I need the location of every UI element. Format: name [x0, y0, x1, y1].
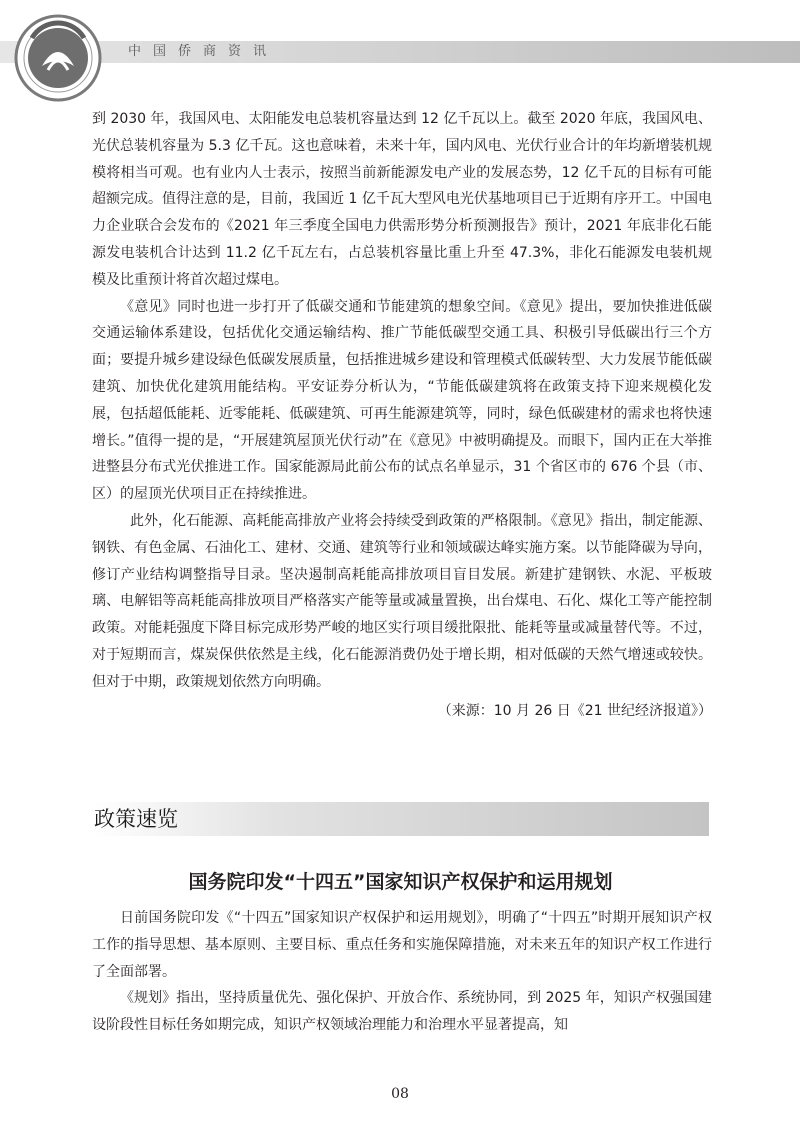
main-content [92, 106, 712, 725]
organization-logo [8, 8, 108, 108]
article-body [92, 905, 712, 1039]
article-paragraph-1: 日前国务院印发《“十四五”国家知识产权保护和运用规划》，明确了“十四五”时期开展知识产权工作的指导思想、基本原则、主要目标、重点任务和实施保障措施，对未来五年的知识产权工作进行了全面部署。 [92, 910, 712, 980]
header-bar [0, 41, 800, 63]
paragraph-1: 到 2030 年，我国风电、太阳能发电总装机容量达到 12 亿千瓦以上。截至 2020 年底，我国风电、光伏总装机容量为 5.3 亿千瓦。这也意味着，未来十年，国内风电、光伏行业合计的年均新增装机规模将相当可观。也有业内人士表示，按照当前新能源发电产业的发展态势，12 亿千瓦的目标有可能超额完成。值得注意的是，目前，我国近 1 亿千瓦大型风电光伏基地项目已于近期有序开工。中国电力企业联合会发布的《2021 年三季度全国电力供需形势分析预测报告》预计，2021 年底非化石能源发电装机合计达到 11.2 亿千瓦左右，占总装机容量比重上升至 47.3%，非化石能源发电装机规模及比重预计将首次超过煤电。 [92, 111, 712, 288]
article-paragraph-2: 《规划》指出，坚持质量优先、强化保护、开放合作、系统协同，到 2025 年，知识产权强国建设阶段性目标任务如期完成，知识产权领域治理能力和治理水平显著提高，知 [92, 990, 712, 1034]
article-title: 国务院印发“十四五”国家知识产权保护和运用规划 [188, 871, 613, 893]
header-title: 中国侨商资讯 [128, 44, 279, 59]
section-title: 政策速览 [94, 807, 178, 831]
source-citation: （来源：10 月 26 日《21 世纪经济报道》） [437, 702, 712, 719]
section-header-bar [92, 802, 709, 836]
page-number: 08 [391, 1086, 409, 1102]
paragraph-2: 《意见》同时也进一步打开了低碳交通和节能建筑的想象空间。《意见》提出，要加快推进低碳交通运输体系建设，包括优化交通运输结构、推广节能低碳型交通工具、积极引导低碳出行三个方面；要提升城乡建设绿色低碳发展质量，包括推进城乡建设和管理模式低碳转型、大力发展节能低碳建筑、加快优化建筑用能结构。平安证券分析认为，“节能低碳建筑将在政策支持下迎来规模化发展，包括超低能耗、近零能耗、低碳建筑、可再生能源建筑等，同时，绿色低碳建材的需求也将快速增长。”值得一提的是，“开展建筑屋顶光伏行动”在《意见》中被明确提及。而眼下，国内正在大举推进整县分布式光伏推进工作。国家能源局此前公布的试点名单显示，31 个省区市的 676 个县（市、区）的屋顶光伏项目正在持续推进。 [92, 298, 712, 503]
paragraph-3: 此外，化石能源、高耗能高排放产业将会持续受到政策的严格限制。《意见》指出，制定能源、钢铁、有色金属、石油化工、建材、交通、建筑等行业和领域碳达峰实施方案。以节能降碳为导向，修订产业结构调整指导目录。坚决遏制高耗能高排放项目盲目发展。新建扩建钢铁、水泥、平板玻璃、电解铝等高耗能高排放项目严格落实产能等量或减量置换，出台煤电、石化、煤化工等产能控制政策。对能耗强度下降目标完成形势严峻的地区实行项目缓批限批、能耗等量或减量替代等。不过，对于短期而言，煤炭保供依然是主线，化石能源消费仍处于增长期，相对低碳的天然气增速或较快。但对于中期，政策规划依然方向明确。 [92, 512, 712, 690]
